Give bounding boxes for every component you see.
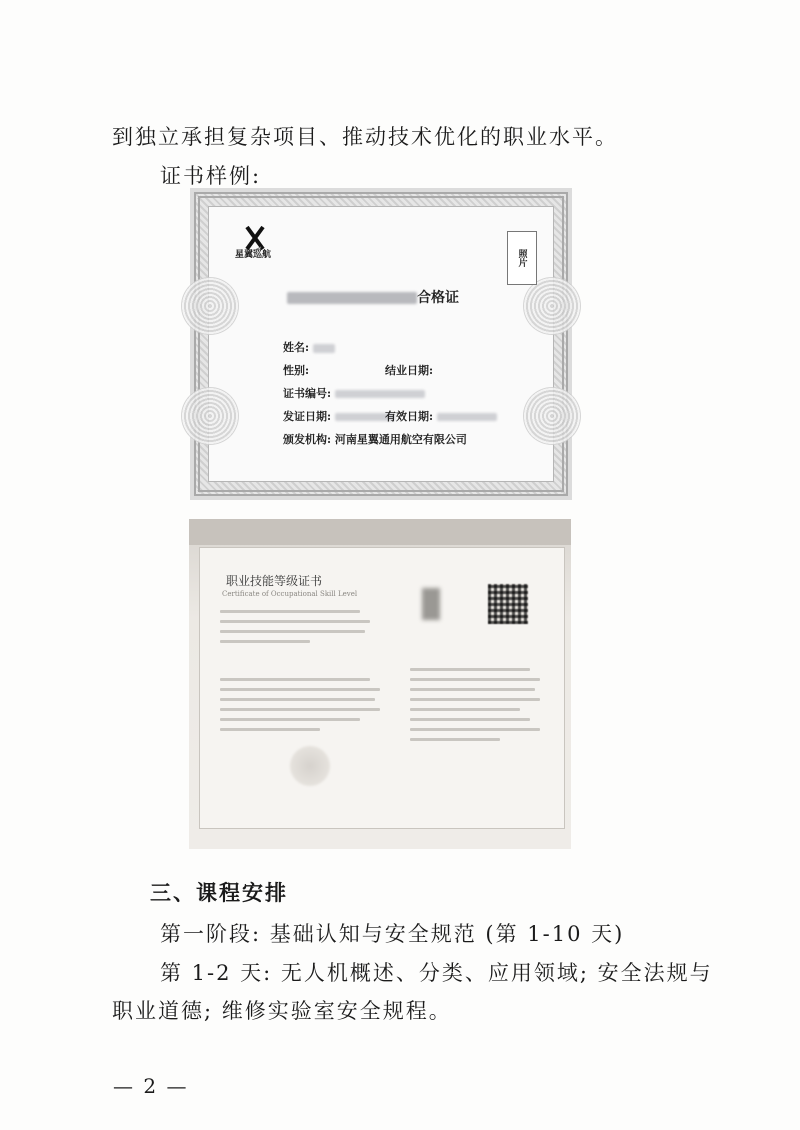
schedule-line-2: 职业道德; 维修实验室安全规程。 [112, 999, 452, 1023]
company-logo: 星翼巡航 [235, 225, 295, 265]
field-cert-number: 证书编号: [283, 385, 425, 401]
certificate-sample-2-photo [189, 519, 571, 849]
qr-code [488, 584, 528, 624]
certificate-sample-label: 证书样例: [160, 164, 262, 188]
paragraph-continuation: 到独立承担复杂项目、推动技术优化的职业水平。 [112, 125, 618, 149]
cover-band [189, 519, 571, 545]
stage-title: 第一阶段: 基础认知与安全规范 (第 1-10 天) [160, 922, 625, 946]
page-number: — 2 — [113, 1074, 189, 1098]
field-issuer: 颁发机构: 河南星翼通用航空有限公司 [283, 433, 467, 446]
rosette-left-bottom [181, 387, 239, 445]
official-seal [290, 746, 330, 786]
skill-cert-title: 职业技能等级证书 [226, 574, 323, 588]
certificate-sample-1 [190, 188, 572, 500]
certificate-sheet [199, 547, 565, 829]
certificate-inner [208, 206, 554, 482]
section-heading: 三、课程安排 [150, 881, 288, 905]
schedule-line-1: 第 1-2 天: 无人机概述、分类、应用领域; 安全法规与 [160, 961, 713, 985]
field-gender: 性别: [283, 364, 310, 377]
field-issue-date: 发证日期: [283, 408, 395, 424]
info-table-blurred [410, 668, 550, 748]
english-paragraph-blurred [220, 678, 380, 738]
rosette-right-top [523, 277, 581, 335]
field-graduation-date: 结业日期: [385, 364, 434, 377]
rosette-left-top [181, 277, 239, 335]
holder-photo-blurred [422, 588, 440, 620]
rosette-right-bottom [523, 387, 581, 445]
chinese-paragraph-blurred [220, 610, 370, 650]
field-name: 姓名: [283, 339, 335, 355]
certificate-title: 合格证 [287, 287, 459, 307]
photo-box: 照片 [507, 231, 537, 285]
skill-cert-subtitle: Certificate of Occupational Skill Level [222, 590, 358, 598]
field-valid-date: 有效日期: [385, 408, 497, 424]
